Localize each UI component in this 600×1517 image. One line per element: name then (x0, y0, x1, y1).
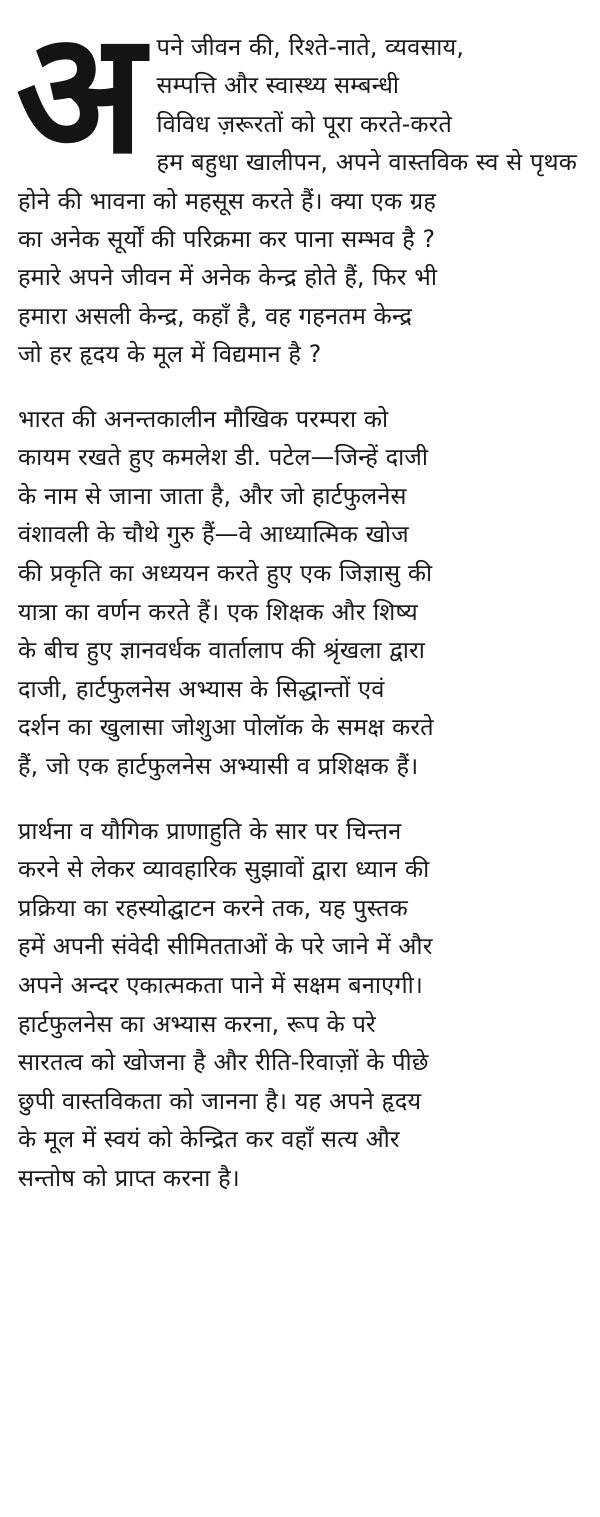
paragraph-2 (18, 400, 588, 786)
text-line: का अनेक सूर्यों की परिक्रमा कर पाना सम्भव है ? (18, 225, 436, 254)
text-line: होने की भावना को महसूस करते हैं। क्या एक ग्रह (18, 186, 437, 215)
text-line: प्रक्रिया का रहस्योद्घाटन करने तक, यह पुस्तक (18, 893, 408, 922)
document-page (16, 0, 588, 1198)
text-line: हमें अपनी संवेदी सीमितताओं के परे जाने में और (18, 932, 433, 961)
text-line: प्रार्थना व यौगिक प्राणाहुति के सार पर चिन्तन (18, 816, 402, 845)
text-line: वंशावली के चौथे गुरु हैं—वे आध्यात्मिक खोज (18, 520, 409, 549)
text-line: हैं, जो एक हार्टफुलनेस अभ्यासी व प्रशिक्षक हैं। (18, 752, 419, 780)
text-line: सन्तोष को प्राप्त करना है। (18, 1163, 240, 1192)
text-line: के बीच हुए ज्ञानवर्धक वार्तालाप की श्रृंखला द्वारा (18, 636, 425, 665)
text-line: करने से लेकर व्यावहारिक सुझावों द्वारा ध्यान की (18, 855, 430, 884)
paragraph-gap (18, 374, 588, 400)
paragraph-gap (18, 786, 588, 812)
text-line: सम्पत्ति और स्वास्थ्य सम्बन्धी (156, 71, 400, 100)
text-line: हमारे अपने जीवन में अनेक केन्द्र होते हैं, फिर भी (18, 263, 438, 292)
paragraph-3 (18, 812, 588, 1198)
text-line: के नाम से जाना जाता है, और जो हार्टफुलनेस (18, 481, 407, 510)
text-line: दर्शन का खुलासा जोशुआ पोलॉक के समक्ष करते (18, 713, 434, 742)
text-line: छुपी वास्तविकता को जानना है। यह अपने हृदय (18, 1086, 422, 1115)
text-line: जो हर हृदय के मूल में विद्यमान है ? (18, 340, 322, 369)
text-line: हमारा असली केन्द्र, कहाँ है, वह गहनतम केन्द्र (18, 301, 413, 330)
paragraph-1 (16, 0, 588, 374)
text-line: पने जीवन की, रिश्ते-नाते, व्यवसाय, (156, 33, 465, 61)
drop-cap: अ (16, 0, 145, 191)
text-line: सारतत्व को खोजना है और रीति-रिवाज़ों के पीछे (18, 1048, 429, 1077)
text-line: विविध ज़रूरतों को पूरा करते-करते (156, 109, 453, 138)
text-line: भारत की अनन्तकालीन मौखिक परम्परा को (18, 404, 389, 433)
text-line: हार्टफुलनेस का अभ्यास करना, रूप के परे (18, 1009, 376, 1038)
text-line: के मूल में स्वयं को केन्द्रित कर वहाँ सत्य और (18, 1125, 400, 1154)
text-line: यात्रा का वर्णन करते हैं। एक शिक्षक और शिष्य (18, 597, 418, 626)
text-line: कायम रखते हुए कमलेश डी. पटेल—जिन्हें दाजी (18, 443, 429, 472)
text-line: हम बहुधा खालीपन, अपने वास्तविक स्व से पृथक (156, 148, 578, 177)
text-line: दाजी, हार्टफुलनेस अभ्यास के सिद्धान्तों एवं (18, 674, 385, 703)
text-line: की प्रकृति का अध्ययन करते हुए एक जिज्ञासु की (18, 559, 433, 588)
text-line: अपने अन्दर एकात्मकता पाने में सक्षम बनाएगी। (18, 970, 423, 999)
